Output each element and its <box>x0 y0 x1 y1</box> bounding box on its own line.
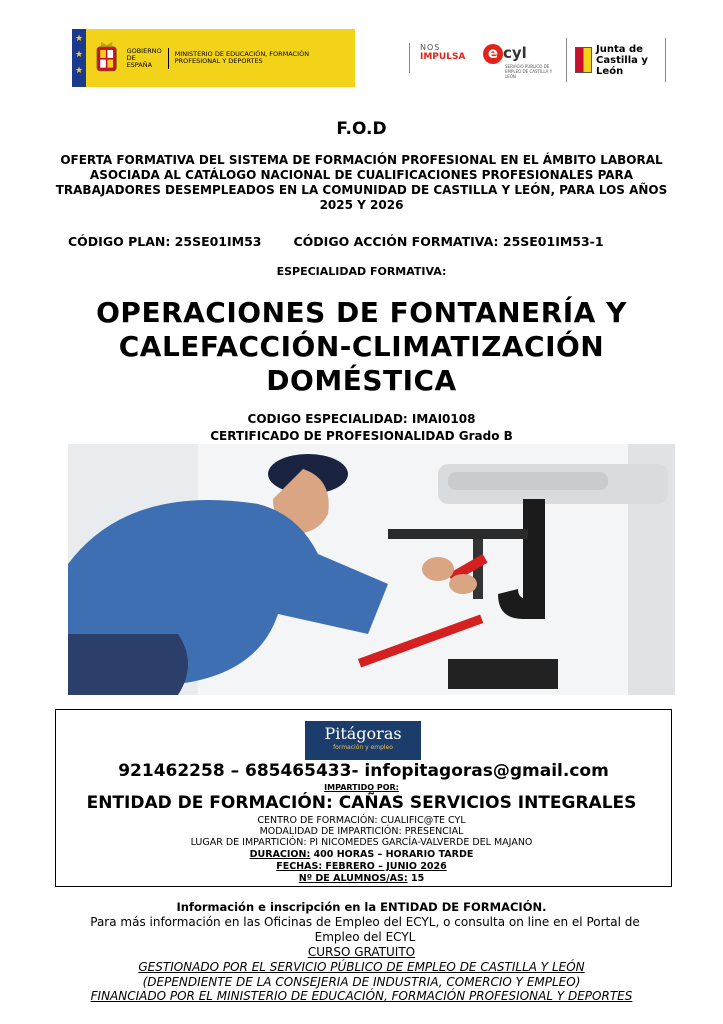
fod-title: F.O.D <box>336 119 387 139</box>
codigo-accion: CÓDIGO ACCIÓN FORMATIVA: 25SE01IM53-1 <box>293 234 604 249</box>
eu-flag-icon: ★ ★ ★ <box>72 29 83 87</box>
footer-financiado: FINANCIADO POR EL MINISTERIO DE EDUCACIÓN, FORMACIÓN PROFESIONAL Y DEPORTES <box>90 989 633 1003</box>
lugar-imparticion: LUGAR DE IMPARTICIÓN: PI NICOMEDES GARCÍA-VALVERDE DEL MAJANO <box>190 837 533 848</box>
fechas <box>0 861 723 872</box>
pitagoras-logo <box>305 721 421 760</box>
certificado: CERTIFICADO DE PROFESIONALIDAD Grado B <box>210 429 513 443</box>
footer-dependiente: (DEPENDIENTE DE LA CONSEJERIA DE INDUSTRIA, COMERCIO Y EMPLEO) <box>142 975 581 989</box>
impulsa-text: IMPULSA <box>420 52 466 62</box>
duracion <box>0 849 723 860</box>
course-title <box>40 296 683 398</box>
junta-shield-icon <box>575 47 592 73</box>
entidad-formacion: ENTIDAD DE FORMACIÓN: CAÑAS SERVICIOS INTEGRALES <box>86 793 637 813</box>
junta-line1: Junta de <box>596 43 643 55</box>
codigo-especialidad: CODIGO ESPECIALIDAD: IMAI0108 <box>247 412 476 426</box>
contact-line: 921462258 – 685465433- infopitagoras@gmail.com <box>118 761 609 781</box>
footer-gestionado: GESTIONADO POR EL SERVICIO PÚBLICO DE EMPLEO DE CASTILLA Y LEÓN <box>138 960 585 974</box>
nos-text: NOS <box>420 43 441 52</box>
impartido-label: IMPARTIDO POR: <box>324 783 399 792</box>
pitagoras-sub: formación y empleo <box>333 744 393 751</box>
course-title-line2: CALEFACCIÓN-CLIMATIZACIÓN <box>118 330 605 363</box>
nos-impulsa-logo <box>409 43 480 73</box>
junta-castilla-leon-logo <box>566 38 666 82</box>
course-title-line1: OPERACIONES DE FONTANERÍA Y <box>96 296 627 329</box>
pitagoras-name: Pitágoras <box>324 724 402 743</box>
alumnos <box>0 873 723 884</box>
duracion-value: 400 HORAS – HORARIO TARDE <box>310 849 474 860</box>
alumnos-label: Nº DE ALUMNOS/AS: <box>298 873 408 884</box>
junta-line2: Castilla y León <box>596 54 648 77</box>
ecyl-sub: SERVICIO PÚBLICO DE EMPLEO DE CASTILLA Y LEÓN <box>505 64 553 79</box>
ecyl-logo <box>483 43 555 77</box>
codigo-plan: CÓDIGO PLAN: 25SE01IM53 <box>68 234 262 249</box>
codes-row <box>68 234 668 249</box>
fechas-text: FECHAS: FEBRERO – JUNIO 2026 <box>276 861 447 872</box>
gobierno-espana-logo <box>72 29 355 87</box>
footer-curso-gratuito: CURSO GRATUITO <box>307 945 416 959</box>
course-title-line3: DOMÉSTICA <box>266 364 457 397</box>
ecyl-cyl: cyl <box>503 44 527 62</box>
centro-formacion: CENTRO DE FORMACIÓN: CUALIFIC@TE CYL <box>257 815 466 826</box>
especialidad-label: ESPECIALIDAD FORMATIVA: <box>276 265 447 278</box>
alumnos-value: 15 <box>407 873 425 884</box>
ecyl-e: e <box>483 44 503 64</box>
footer-info: Información e inscripción en la ENTIDAD DE FORMACIÓN. <box>176 900 547 914</box>
modalidad: MODALIDAD DE IMPARTICIÓN: PRESENCIAL <box>259 826 464 837</box>
coat-of-arms-icon <box>93 36 120 80</box>
footer-mas-info: Para más información en las Oficinas de Empleo del ECYL, o consulta on line en el Portal de Empleo del ECYL <box>90 915 640 944</box>
duracion-label: DURACION: <box>249 849 311 860</box>
ministerio-text: MINISTERIO DE EDUCACIÓN, FORMACIÓN PROFESIONAL Y DEPORTES <box>174 50 310 65</box>
oferta-text: OFERTA FORMATIVA DEL SISTEMA DE FORMACIÓN PROFESIONAL EN EL ÁMBITO LABORAL ASOCIADA AL CATÁLOGO NACIONAL DE CUALIFICACIONES PROFESIONALES PARA TRABAJADORES DESEMPLEADOS EN LA COMUNIDAD DE CASTILLA Y LEÓN, PARA LOS AÑOS 2025 Y 2026 <box>55 153 668 212</box>
plumber-photo <box>68 444 675 695</box>
gobierno-text: GOBIERNO DE ESPAÑA <box>127 48 169 69</box>
